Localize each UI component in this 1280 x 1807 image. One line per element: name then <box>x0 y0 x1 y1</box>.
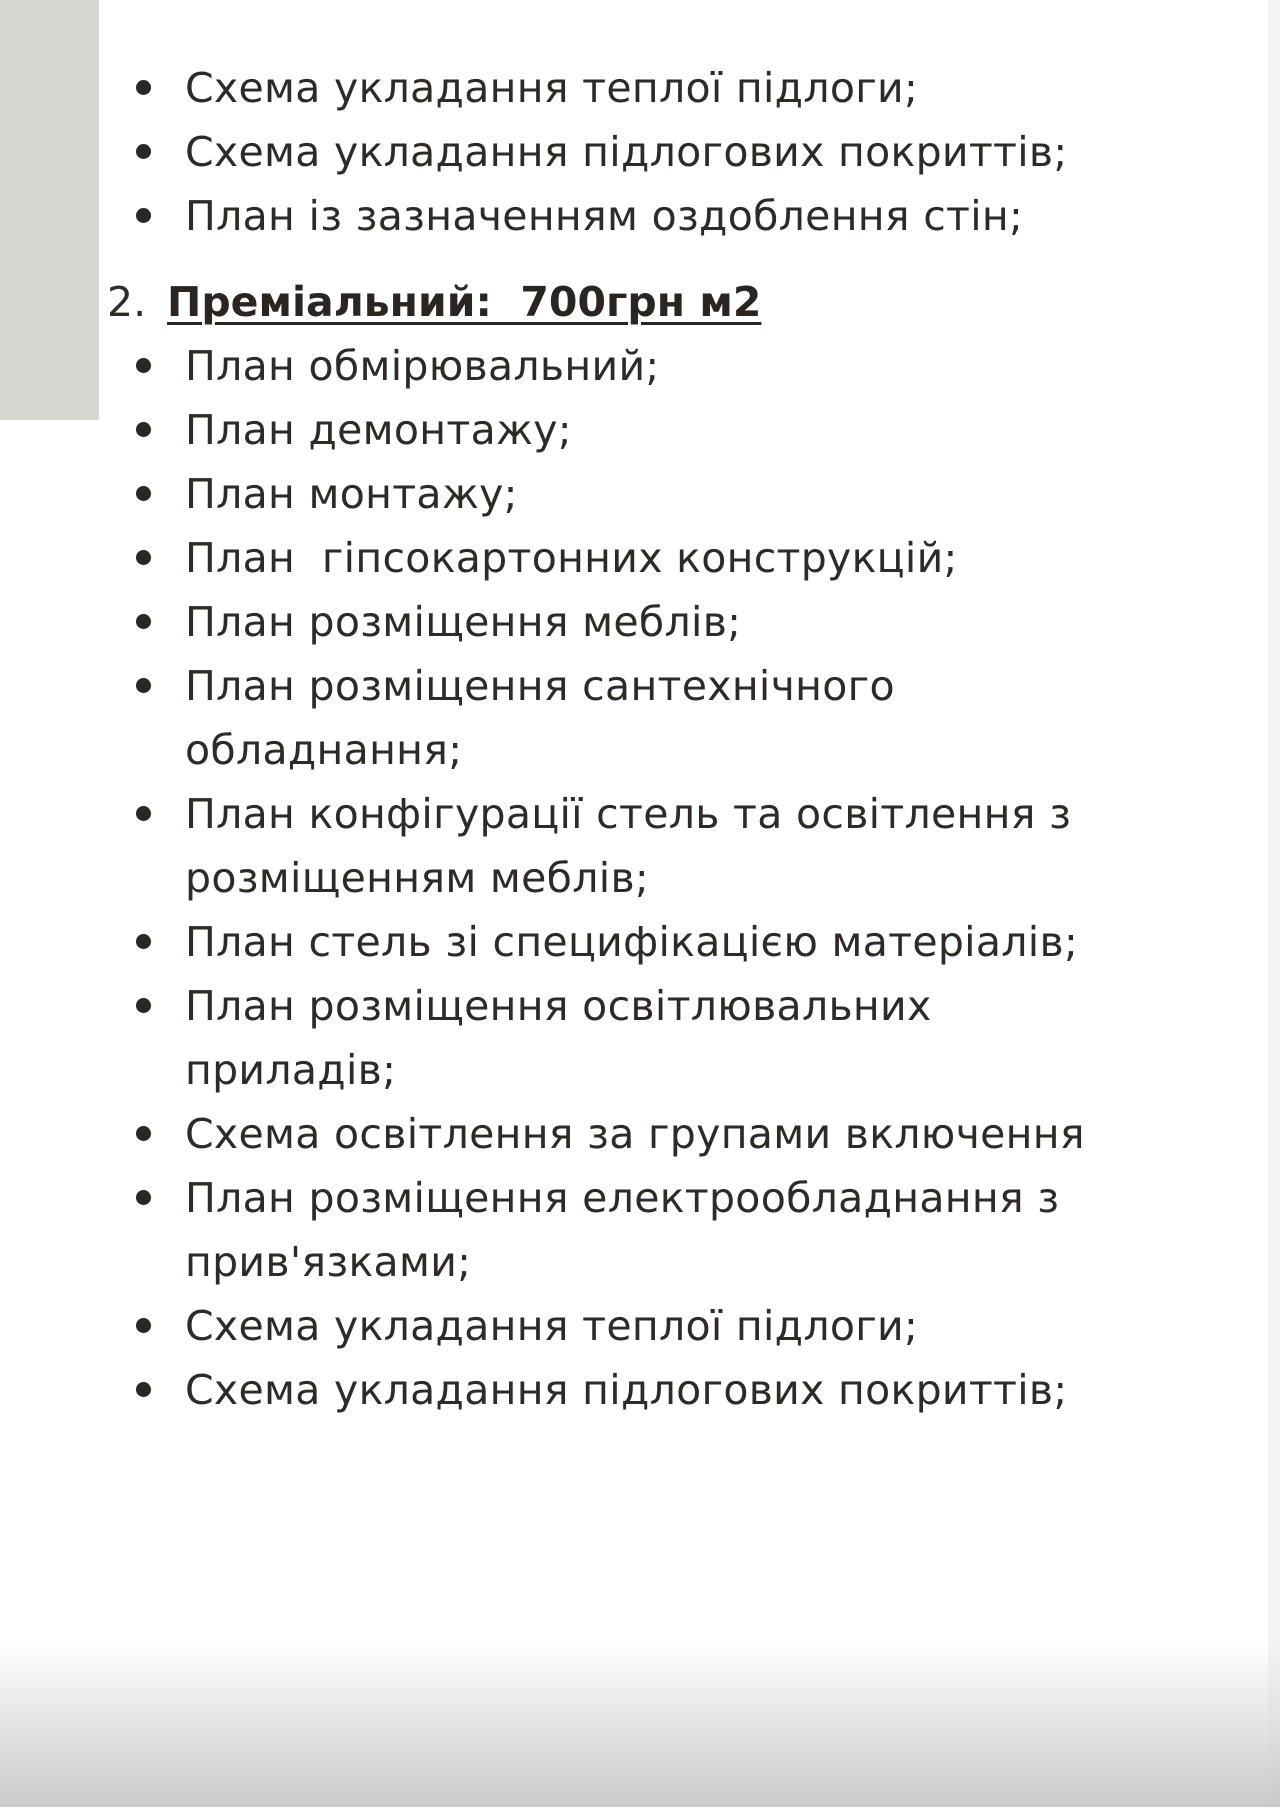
list-item: Схема укладання теплої підлоги; <box>0 1294 1085 1358</box>
list-item: План розміщення освітлювальних приладів; <box>0 974 1085 1102</box>
list-item: План стель зі специфікацією матеріалів; <box>0 910 1085 974</box>
list-item: План розміщення меблів; <box>0 590 1085 654</box>
list-item: План монтажу; <box>0 462 1085 526</box>
list-item: Схема укладання підлогових покриттів; <box>0 120 1085 184</box>
list-item: План обмірювальний; <box>0 334 1085 398</box>
list-item: Схема укладання теплої підлоги; <box>0 56 1085 120</box>
list-item: План розміщення електрообладнання з прив'язками; <box>0 1166 1085 1294</box>
right-edge-strip <box>1268 0 1280 1807</box>
list-item: План конфігурації стель та освітлення з розміщенням меблів; <box>0 782 1085 910</box>
list-item: Схема укладання підлогових покриттів; <box>0 1358 1085 1422</box>
premium-bullet-list <box>0 334 1260 1422</box>
premium-section-heading <box>0 270 1260 334</box>
section-title: Преміальний: 700грн м2 <box>167 278 762 326</box>
section-number: 2. <box>107 278 147 326</box>
list-item: План гіпсокартонних конструкцій; <box>0 526 1085 590</box>
top-bullet-list <box>0 56 1260 248</box>
bottom-fade-overlay <box>0 1642 1280 1807</box>
list-item: План із зазначенням оздоблення стін; <box>0 184 1085 248</box>
list-item: План розміщення сантехнічного обладнання; <box>0 654 1085 782</box>
document-content <box>0 56 1260 1422</box>
list-item: Схема освітлення за групами включення <box>0 1102 1085 1166</box>
list-item: План демонтажу; <box>0 398 1085 462</box>
